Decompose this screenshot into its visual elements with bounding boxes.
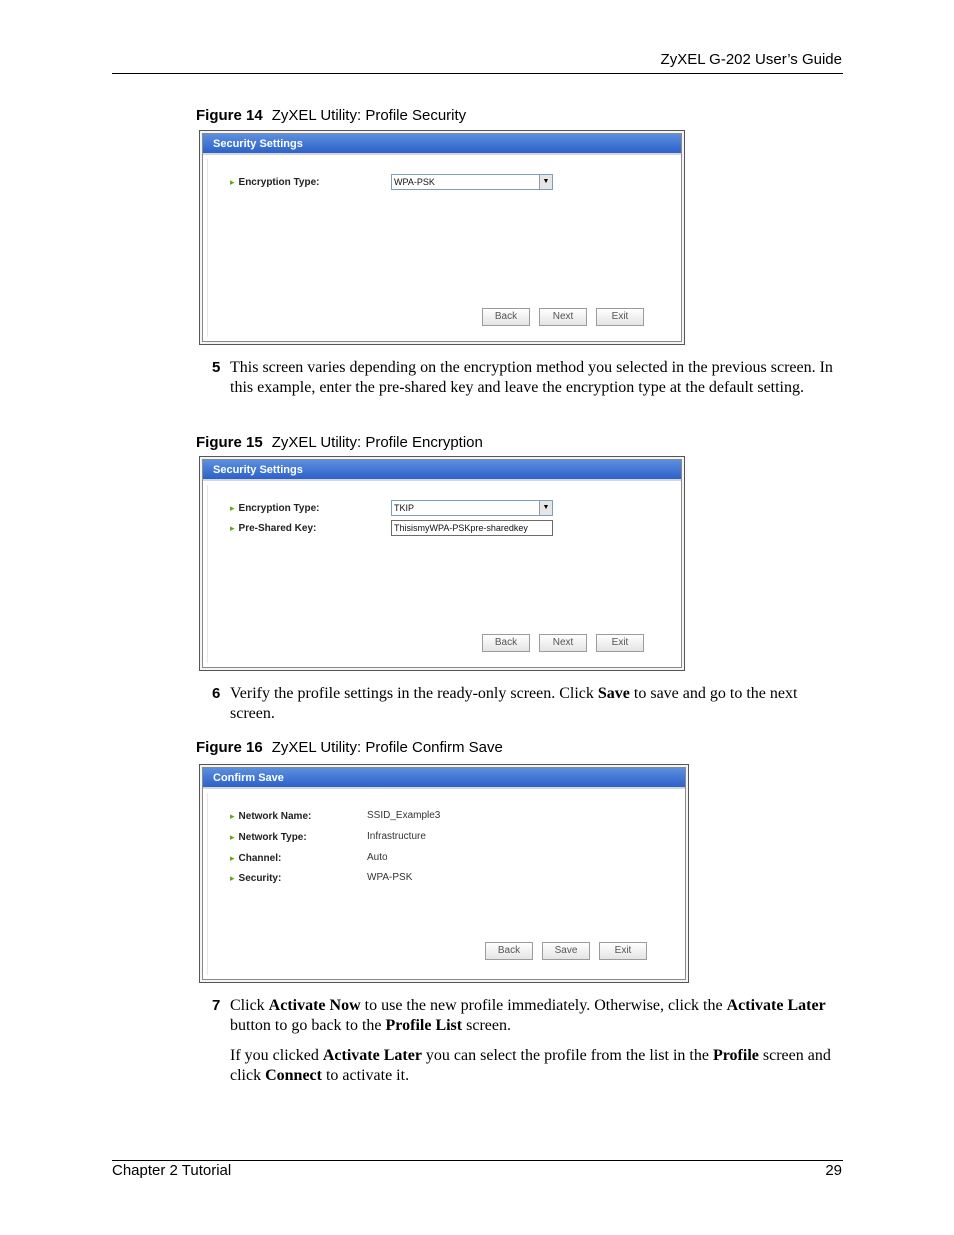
step-number: 5	[212, 359, 221, 376]
exit-button[interactable]: Exit	[596, 634, 644, 652]
footer-rule	[112, 1160, 843, 1161]
step-text: Click Activate Now to use the new profile immediately. Otherwise, click the Activate Later button to go back to the Profile List screen.	[230, 997, 826, 1034]
figure-title: ZyXEL Utility: Profile Encryption	[271, 434, 483, 451]
pre-shared-key-input[interactable]: ThisismyWPA-PSKpre-sharedkey	[391, 520, 553, 536]
page-number: 29	[825, 1162, 842, 1179]
figure-number: Figure 15	[196, 434, 263, 451]
encryption-type-row	[230, 174, 319, 190]
chevron-down-icon[interactable]: ▼	[539, 175, 552, 189]
figure-16-caption	[196, 739, 503, 756]
step-7	[212, 996, 840, 1036]
pre-shared-key-label: Pre-Shared Key:	[238, 523, 317, 534]
figure-title: ZyXEL Utility: Profile Security	[271, 107, 467, 124]
figure-16-screenshot	[199, 764, 689, 983]
figure-15-screenshot	[199, 456, 685, 671]
figure-title: ZyXEL Utility: Profile Confirm Save	[271, 739, 503, 756]
encryption-type-value: TKIP	[394, 503, 415, 513]
arrow-right-icon: ▸	[230, 832, 235, 842]
step-7-note: If you clicked Activate Later you can select the profile from the list in the Profile screen and click Connect to activate it.	[230, 1047, 831, 1084]
back-button[interactable]: Back	[482, 308, 530, 326]
exit-button[interactable]: Exit	[596, 308, 644, 326]
figure-number: Figure 14	[196, 107, 263, 124]
security-label: Security:	[238, 873, 282, 884]
network-name-label: Network Name:	[238, 811, 312, 822]
exit-button[interactable]: Exit	[599, 942, 647, 960]
chapter-label: Chapter 2 Tutorial	[112, 1162, 232, 1179]
network-name-value: SSID_Example3	[367, 810, 441, 821]
encryption-type-label: Encryption Type:	[238, 177, 320, 188]
step-number: 7	[212, 997, 221, 1014]
step-text: This screen varies depending on the encryption method you selected in the previous screen. In this example, enter the pre-shared key and leave the encryption type at the default setting.	[230, 359, 833, 396]
arrow-right-icon: ▸	[230, 503, 235, 513]
arrow-right-icon: ▸	[230, 811, 235, 821]
encryption-type-select[interactable]	[391, 174, 553, 190]
figure-14-caption	[196, 107, 466, 124]
step-5	[212, 358, 840, 398]
encryption-type-value: WPA-PSK	[394, 177, 435, 187]
network-type-label: Network Type:	[238, 832, 307, 843]
step-text: Verify the profile settings in the ready-only screen. Click Save to save and go to the next screen.	[230, 685, 798, 722]
channel-label: Channel:	[238, 853, 282, 864]
back-button[interactable]: Back	[482, 634, 530, 652]
step-number: 6	[212, 685, 221, 702]
chevron-down-icon[interactable]: ▼	[539, 501, 552, 515]
arrow-right-icon: ▸	[230, 853, 235, 863]
arrow-right-icon: ▸	[230, 523, 235, 533]
figure-15-caption	[196, 434, 483, 451]
network-type-value: Infrastructure	[367, 831, 426, 842]
channel-value: Auto	[367, 852, 388, 863]
encryption-type-select[interactable]	[391, 500, 553, 516]
network-type-row	[230, 829, 307, 845]
dialog-title-bar: Security Settings	[203, 134, 681, 155]
back-button[interactable]: Back	[485, 942, 533, 960]
dialog-title-bar: Confirm Save	[203, 768, 685, 789]
channel-row	[230, 850, 281, 866]
figure-14-screenshot	[199, 130, 685, 345]
step-6	[212, 684, 840, 724]
next-button[interactable]: Next	[539, 308, 587, 326]
security-value: WPA-PSK	[367, 872, 413, 883]
network-name-row	[230, 808, 311, 824]
save-button[interactable]: Save	[542, 942, 590, 960]
arrow-right-icon: ▸	[230, 177, 235, 187]
running-header: ZyXEL G-202 User’s Guide	[660, 51, 842, 68]
arrow-right-icon: ▸	[230, 873, 235, 883]
header-rule	[112, 73, 843, 74]
next-button[interactable]: Next	[539, 634, 587, 652]
encryption-type-row	[230, 500, 319, 516]
pre-shared-key-row	[230, 520, 316, 536]
dialog-title-bar: Security Settings	[203, 460, 681, 481]
security-row	[230, 870, 281, 886]
encryption-type-label: Encryption Type:	[238, 503, 320, 514]
figure-number: Figure 16	[196, 739, 263, 756]
